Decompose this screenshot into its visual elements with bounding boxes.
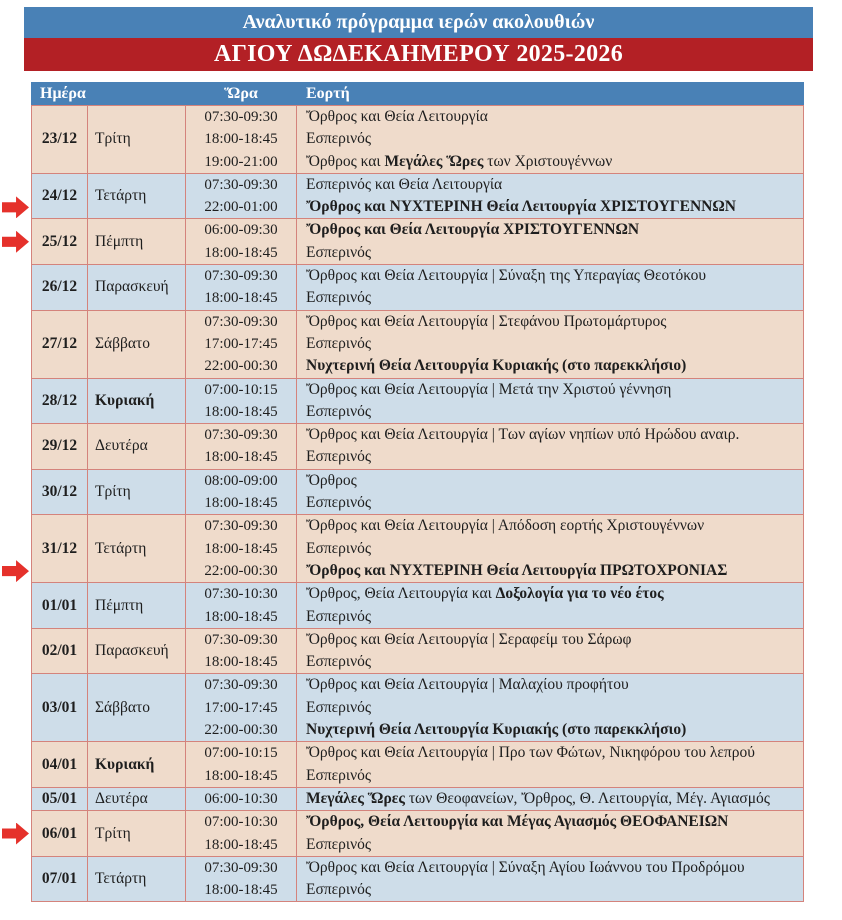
feast-cell	[297, 583, 804, 629]
schedule-body	[32, 106, 804, 902]
table-row	[32, 424, 804, 470]
time-value: 18:00-18:45	[204, 290, 278, 307]
feast-cell	[297, 173, 804, 219]
time-value: 06:00-09:30	[204, 222, 278, 239]
feast-text: Ὄρθρος και Θεία Λειτουργία | Σεραφείμ του Σάρωφ	[306, 630, 632, 648]
feast-text: Ὄρθρος και Θεία Λειτουργία | Απόδοση εορτής Χριστουγέννων	[306, 517, 705, 535]
time-cell	[186, 378, 297, 424]
day-cell: Τρίτη	[88, 469, 186, 515]
header-feast: Εορτή	[297, 83, 804, 106]
feast-text: Εσπερινός	[306, 881, 371, 899]
feast-cell	[297, 378, 804, 424]
red-arrow-icon	[2, 231, 29, 253]
time-value: 19:00-21:00	[204, 153, 278, 170]
program-title-bar	[24, 7, 813, 38]
time-value: 18:00-18:45	[204, 836, 278, 853]
table-row	[32, 106, 804, 174]
time-value: 07:00-10:30	[204, 814, 278, 831]
feast-cell	[297, 424, 804, 470]
feast-cell	[297, 674, 804, 742]
feast-text: Εσπερινός	[306, 448, 371, 466]
date-cell: 06/01	[32, 811, 88, 857]
time-cell	[186, 106, 297, 174]
feast-text: Ὄρθρος και ΝΥΧΤΕΡΙΝΗ Θεία Λειτουργία ΧΡΙΣΤΟΥΓΕΝΝΩΝ	[306, 198, 736, 216]
table-row	[32, 583, 804, 629]
time-cell	[186, 515, 297, 583]
feast-text: Ὄρθρος και Θεία Λειτουργία | Σύναξη Αγίου Ιωάννου του Προδρόμου	[306, 858, 745, 876]
date-cell: 01/01	[32, 583, 88, 629]
feast-text: Ὄρθρος	[306, 471, 357, 489]
red-arrow-icon	[2, 823, 29, 845]
date-cell: 04/01	[32, 742, 88, 788]
program-subtitle: ΑΓΙΟΥ ΔΩΔΕΚΑΗΜΕΡΟΥ 2025-2026	[213, 41, 624, 67]
date-cell: 31/12	[32, 515, 88, 583]
date-cell: 29/12	[32, 424, 88, 470]
time-cell	[186, 173, 297, 219]
time-cell	[186, 469, 297, 515]
time-cell	[186, 742, 297, 788]
time-cell	[186, 674, 297, 742]
feast-text: Ὄρθρος και Θεία Λειτουργία | Μετά την Χριστού γέννηση	[306, 380, 672, 398]
time-value: 22:00-00:30	[204, 358, 278, 375]
time-cell	[186, 265, 297, 311]
day-cell: Παρασκευή	[88, 265, 186, 311]
date-cell: 05/01	[32, 787, 88, 810]
time-value: 18:00-18:45	[204, 403, 278, 420]
time-value: 18:00-18:45	[204, 540, 278, 557]
date-cell: 23/12	[32, 106, 88, 174]
feast-text: Ὄρθρος και Θεία Λειτουργία	[306, 108, 488, 125]
table-row	[32, 674, 804, 742]
feast-text: Ὄρθρος και ΝΥΧΤΕΡΙΝΗ Θεία Λειτουργία ΠΡΩΤΟΧΡΟΝΙΑΣ	[306, 561, 728, 579]
feast-text: Ὄρθρος, Θεία Λειτουργία και Δοξολογία για το νέο έτος	[306, 585, 664, 603]
day-cell: Κυριακή	[88, 742, 186, 788]
time-cell	[186, 219, 297, 265]
program-subtitle-bar	[24, 38, 813, 71]
table-header-row	[32, 83, 804, 106]
header-time: Ὥρα	[186, 83, 297, 106]
day-cell: Πέμπτη	[88, 219, 186, 265]
feast-text: Εσπερινός	[306, 539, 371, 557]
time-value: 07:30-09:30	[204, 427, 278, 444]
feast-text: Εσπερινός	[306, 289, 371, 307]
feast-text: Εσπερινός	[306, 402, 371, 420]
time-value: 18:00-18:45	[204, 608, 278, 625]
date-cell: 07/01	[32, 856, 88, 902]
day-cell: Τετάρτη	[88, 515, 186, 583]
feast-text: Μεγάλες Ὥρες των Θεοφανείων, Ὄρθρος, Θ. Λειτουργία, Μέγ. Αγιασμός	[306, 789, 770, 807]
red-arrow-icon	[2, 196, 29, 218]
time-value: 18:00-18:45	[204, 654, 278, 671]
date-cell: 25/12	[32, 219, 88, 265]
table-row	[32, 811, 804, 857]
date-cell: 30/12	[32, 469, 88, 515]
feast-cell	[297, 310, 804, 378]
time-cell	[186, 787, 297, 810]
time-cell	[186, 424, 297, 470]
feast-text: Ὄρθρος και Θεία Λειτουργία | Προ των Φώτων, Νικηφόρου του λεπρού	[306, 744, 755, 762]
feast-text: Ὄρθρος και Θεία Λειτουργία | Σύναξη της Υπεραγίας Θεοτόκου	[306, 267, 707, 285]
date-cell: 26/12	[32, 265, 88, 311]
table-row	[32, 469, 804, 515]
time-value: 07:00-10:15	[204, 381, 278, 398]
time-value: 18:00-18:45	[204, 244, 278, 261]
date-cell: 28/12	[32, 378, 88, 424]
feast-cell	[297, 787, 804, 810]
feast-text: Εσπερινός	[306, 607, 371, 625]
time-value: 18:00-18:45	[204, 495, 278, 512]
schedule-table	[31, 82, 804, 902]
time-value: 18:00-18:45	[204, 767, 278, 784]
feast-text: Ὄρθρος και Θεία Λειτουργία ΧΡΙΣΤΟΥΓΕΝΝΩΝ	[306, 221, 640, 239]
table-row	[32, 515, 804, 583]
feast-text: Εσπερινός	[306, 698, 371, 716]
date-cell: 03/01	[32, 674, 88, 742]
feast-cell	[297, 515, 804, 583]
day-cell: Τετάρτη	[88, 173, 186, 219]
header-day: Ημέρα	[32, 83, 186, 106]
day-cell: Κυριακή	[88, 378, 186, 424]
table-row	[32, 173, 804, 219]
time-value: 07:30-09:30	[204, 176, 278, 193]
feast-text: Εσπερινός και Θεία Λειτουργία	[306, 175, 503, 193]
day-cell: Τρίτη	[88, 811, 186, 857]
time-value: 07:30-09:30	[204, 313, 278, 330]
time-value: 07:30-09:30	[204, 859, 278, 876]
table-row	[32, 742, 804, 788]
time-value: 08:00-09:00	[204, 472, 278, 489]
time-value: 07:30-09:30	[204, 518, 278, 535]
day-cell: Δευτέρα	[88, 787, 186, 810]
time-cell	[186, 628, 297, 674]
table-row	[32, 628, 804, 674]
feast-cell	[297, 219, 804, 265]
feast-cell	[297, 742, 804, 788]
red-arrow-icon	[2, 560, 29, 582]
time-value: 22:00-00:30	[204, 562, 278, 579]
feast-text: Νυχτερινή Θεία Λειτουργία Κυριακής (στο παρεκκλήσιο)	[306, 357, 687, 375]
time-value: 18:00-18:45	[204, 882, 278, 899]
table-row	[32, 310, 804, 378]
day-cell: Τρίτη	[88, 106, 186, 174]
time-value: 07:30-09:30	[204, 268, 278, 285]
time-value: 22:00-01:00	[204, 199, 278, 216]
time-value: 07:30-09:30	[204, 677, 278, 694]
feast-text: Εσπερινός	[306, 243, 371, 261]
time-value: 07:30-10:30	[204, 586, 278, 603]
feast-text: Εσπερινός	[306, 334, 371, 352]
day-cell: Τετάρτη	[88, 856, 186, 902]
time-value: 18:00-18:45	[204, 131, 278, 148]
time-cell	[186, 310, 297, 378]
feast-text: Εσπερινός	[306, 835, 371, 853]
table-row	[32, 265, 804, 311]
time-cell	[186, 811, 297, 857]
feast-text: Ὄρθρος και Θεία Λειτουργία | Μαλαχίου προφήτου	[306, 676, 629, 694]
time-value: 07:30-09:30	[204, 109, 278, 125]
table-row	[32, 787, 804, 810]
feast-text: Εσπερινός	[306, 494, 371, 512]
time-value: 07:00-10:15	[204, 745, 278, 762]
feast-text: Εσπερινός	[306, 766, 371, 784]
day-cell: Δευτέρα	[88, 424, 186, 470]
schedule-table-wrap	[31, 82, 803, 902]
day-cell: Σάββατο	[88, 674, 186, 742]
time-cell	[186, 856, 297, 902]
date-cell: 24/12	[32, 173, 88, 219]
time-cell	[186, 583, 297, 629]
time-value: 07:30-09:30	[204, 631, 278, 648]
date-cell: 27/12	[32, 310, 88, 378]
feast-text: Εσπερινός	[306, 130, 371, 148]
feast-text: Ὄρθρος, Θεία Λειτουργία και Μέγας Αγιασμός ΘΕΟΦΑΝΕΙΩΝ	[306, 813, 729, 831]
feast-text: Ὄρθρος και Θεία Λειτουργία | Στεφάνου Πρωτομάρτυρος	[306, 312, 667, 330]
feast-text: Ὄρθρος και Μεγάλες Ὥρες των Χριστουγέννων	[306, 152, 613, 170]
table-row	[32, 856, 804, 902]
table-row	[32, 378, 804, 424]
day-cell: Σάββατο	[88, 310, 186, 378]
feast-cell	[297, 856, 804, 902]
day-cell: Πέμπτη	[88, 583, 186, 629]
time-value: 22:00-00:30	[204, 722, 278, 739]
feast-text: Νυχτερινή Θεία Λειτουργία Κυριακής (στο παρεκκλήσιο)	[306, 721, 687, 739]
feast-cell	[297, 106, 804, 174]
time-value: 18:00-18:45	[204, 449, 278, 466]
feast-text: Ὄρθρος και Θεία Λειτουργία | Των αγίων νηπίων υπό Ηρώδου αναιρ.	[306, 426, 740, 444]
program-title: Αναλυτικό πρόγραμμα ιερών ακολουθιών	[242, 11, 595, 33]
date-cell: 02/01	[32, 628, 88, 674]
day-cell: Παρασκευή	[88, 628, 186, 674]
feast-cell	[297, 469, 804, 515]
time-value: 17:00-17:45	[204, 335, 278, 352]
feast-cell	[297, 265, 804, 311]
table-row	[32, 219, 804, 265]
time-value: 06:00-10:30	[204, 790, 278, 807]
time-value: 17:00-17:45	[204, 699, 278, 716]
feast-text: Εσπερινός	[306, 653, 371, 671]
feast-cell	[297, 811, 804, 857]
feast-cell	[297, 628, 804, 674]
